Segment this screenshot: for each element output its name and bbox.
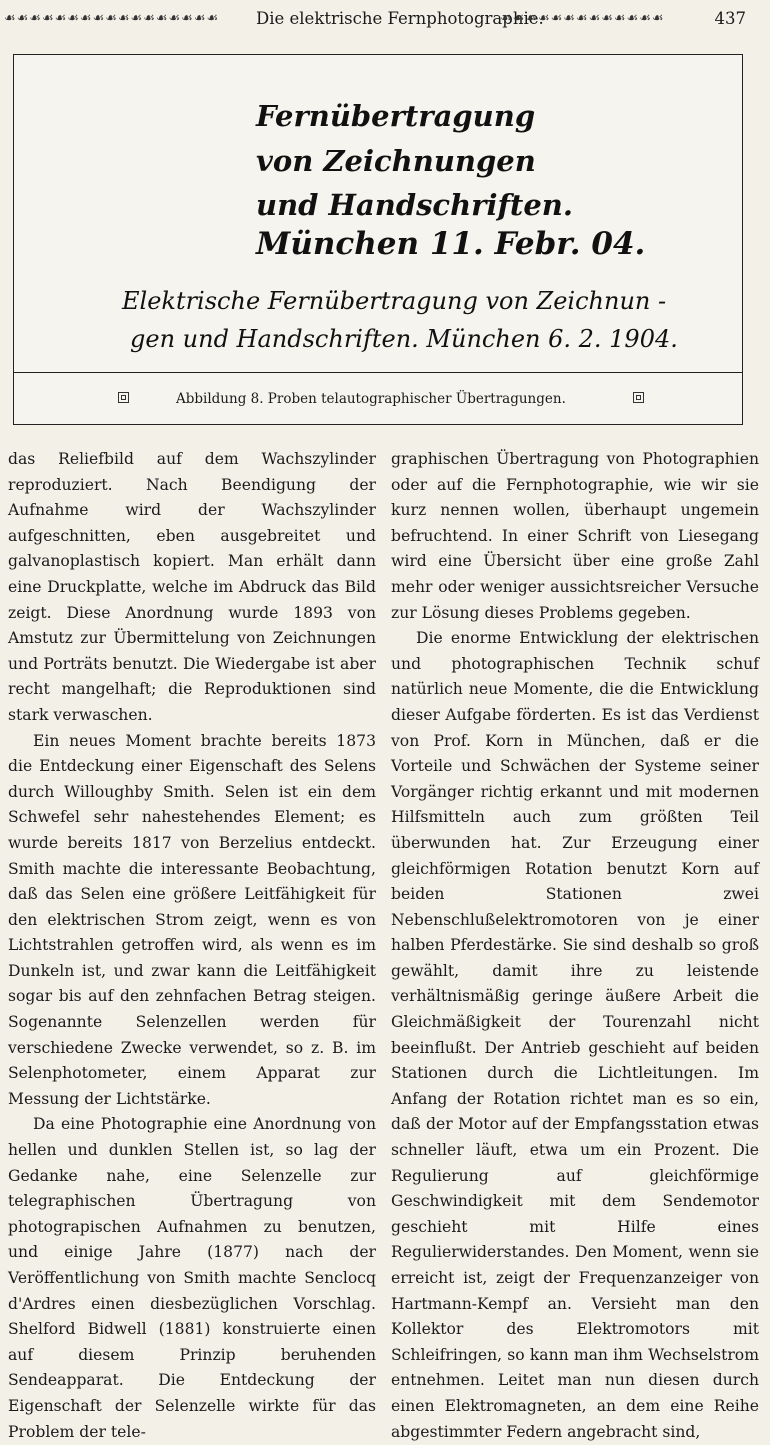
sample-1-line: und Handschriften. [256, 188, 573, 222]
sample-2-line: Elektrische Fernübertragung von Zeichnun - [122, 287, 667, 315]
left-column [8, 447, 376, 1445]
figure-8 [13, 54, 743, 425]
paragraph: graphischen Übertragung von Photographien oder auf die Fernphotographie, wie wir sie kurz nennen wollen, überhaupt ungemein befruchtend. In einer Schrift von Liesegang wird eine Übersicht über eine große Zahl mehr oder weniger aussichtsreicher Versuche zur Lösung dieses Problems gegeben. [391, 450, 759, 622]
paragraph: das Reliefbild auf dem Wachszylinder reproduziert. Nach Beendigung der Aufnahme wird der Wachszylinder aufgeschnitten, eben ausgebreitet und galvanoplastisch kopiert. Man erhält dann eine Druckplatte, welche im Abdruck das Bild zeigt. Diese Anordnung wurde 1893 von Amstutz zur Übermittelung von Zeichnungen und Porträts benutzt. Die Wiedergabe ist aber recht mangelhaft; die Reproduktionen sind stark verwaschen. [8, 450, 376, 724]
sample-1-line: Fernübertragung [256, 99, 536, 133]
handwriting-samples [14, 55, 742, 373]
running-title: Die elektrische Fernphotographie. [256, 9, 544, 28]
running-header [0, 4, 770, 38]
ornament-square-icon [118, 392, 129, 403]
sample-1-line: von Zeichnungen [256, 144, 536, 178]
sample-1-line: München 11. Febr. 04. [256, 226, 646, 262]
ornament-square-icon [633, 392, 644, 403]
page-number: 437 [714, 9, 746, 28]
ornament-left: ☙☙☙☙☙☙☙☙☙☙☙☙☙☙☙☙☙ [4, 11, 220, 26]
ornament-right: ☙☙☙☙☙☙☙☙☙☙☙☙☙ [500, 11, 665, 26]
caption-text: Abbildung 8. Proben telautographischer Übertragungen. [176, 391, 566, 407]
sample-2-line: gen und Handschriften. München 6. 2. 1904. [130, 325, 678, 353]
paragraph: Da eine Photographie eine Anordnung von hellen und dunklen Stellen ist, so lag der Gedanke nahe, eine Selenzelle zur telegraphischen Übertragung von photograpischen Aufnahmen zu benutzen, und einige Jahre (1877) nach der Veröffentlichung von Smith machte Senclocq d'Ardres einen diesbezüglichen Vorschlag. Shelford Bidwell (1881) konstruierte einen auf diesem Prinzip beruhenden Sendeapparat. Die Entdeckung der Eigenschaft der Selenzelle wirkte für das Problem der tele- [8, 1115, 376, 1441]
figure-caption [14, 373, 742, 425]
right-column [391, 447, 759, 1445]
paragraph: Ein neues Moment brachte bereits 1873 die Entdeckung einer Eigenschaft des Selens durch Willoughby Smith. Selen ist ein dem Schwefel sehr nahestehendes Element; es wurde bereits 1817 von Berzelius entdeckt. Smith machte die interessante Beobachtung, daß das Selen eine größere Leitfähigkeit für den elektrischen Strom zeigt, wenn es von Lichtstrahlen getroffen wird, als wenn es im Dunkeln ist, und zwar kann die Leitfähigkeit sogar bis auf den zehnfachen Betrag steigen. Sogenannte Selenzellen werden für verschiedene Zwecke verwendet, so z. B. im Selenphotometer, einem Apparat zur Messung der Lichtstärke. [8, 731, 376, 1108]
paragraph: Die enorme Entwicklung der elektrischen und photographischen Technik schuf natürlich neue Momente, die die Entwicklung dieser Aufgabe förderten. Es ist das Verdienst von Prof. Korn in München, daß er die Vorteile und Schwächen der Systeme seiner Vorgänger richtig erkannt und mit modernen Hilfsmitteln auch zum größten Teil überwunden hat. Zur Erzeugung einer gleichförmigen Rotation benutzt Korn auf beiden Stationen zwei Nebenschlußelektromotoren von je einer halben Pferdestärke. Sie sind deshalb so groß gewählt, damit ihre zu leistende verhältnismäßig geringe äußere Arbeit die Gleichmäßigkeit der Tourenzahl nicht beeinflußt. Der Antrieb geschieht auf beiden Stationen durch die Lichtleitungen. Im Anfang der Rotation richtet man es so ein, daß der Motor auf der Empfangsstation etwas schneller läuft, etwa um ein Prozent. Die Regulierung auf gleichförmige Geschwindigkeit mit dem Sendemotor geschieht mit Hilfe eines Regulierwiderstandes. Den Moment, wenn sie erreicht ist, zeigt der Frequenzanzeiger von Hartmann-Kempf an. Versieht man den Kollektor des Elektromotors mit Schleifringen, so kann man ihm Wechselstrom entnehmen. Leitet man nun diesen durch einen Elektromagneten, an dem eine Reihe abgestimmter Federn angebracht sind, [391, 629, 759, 1441]
